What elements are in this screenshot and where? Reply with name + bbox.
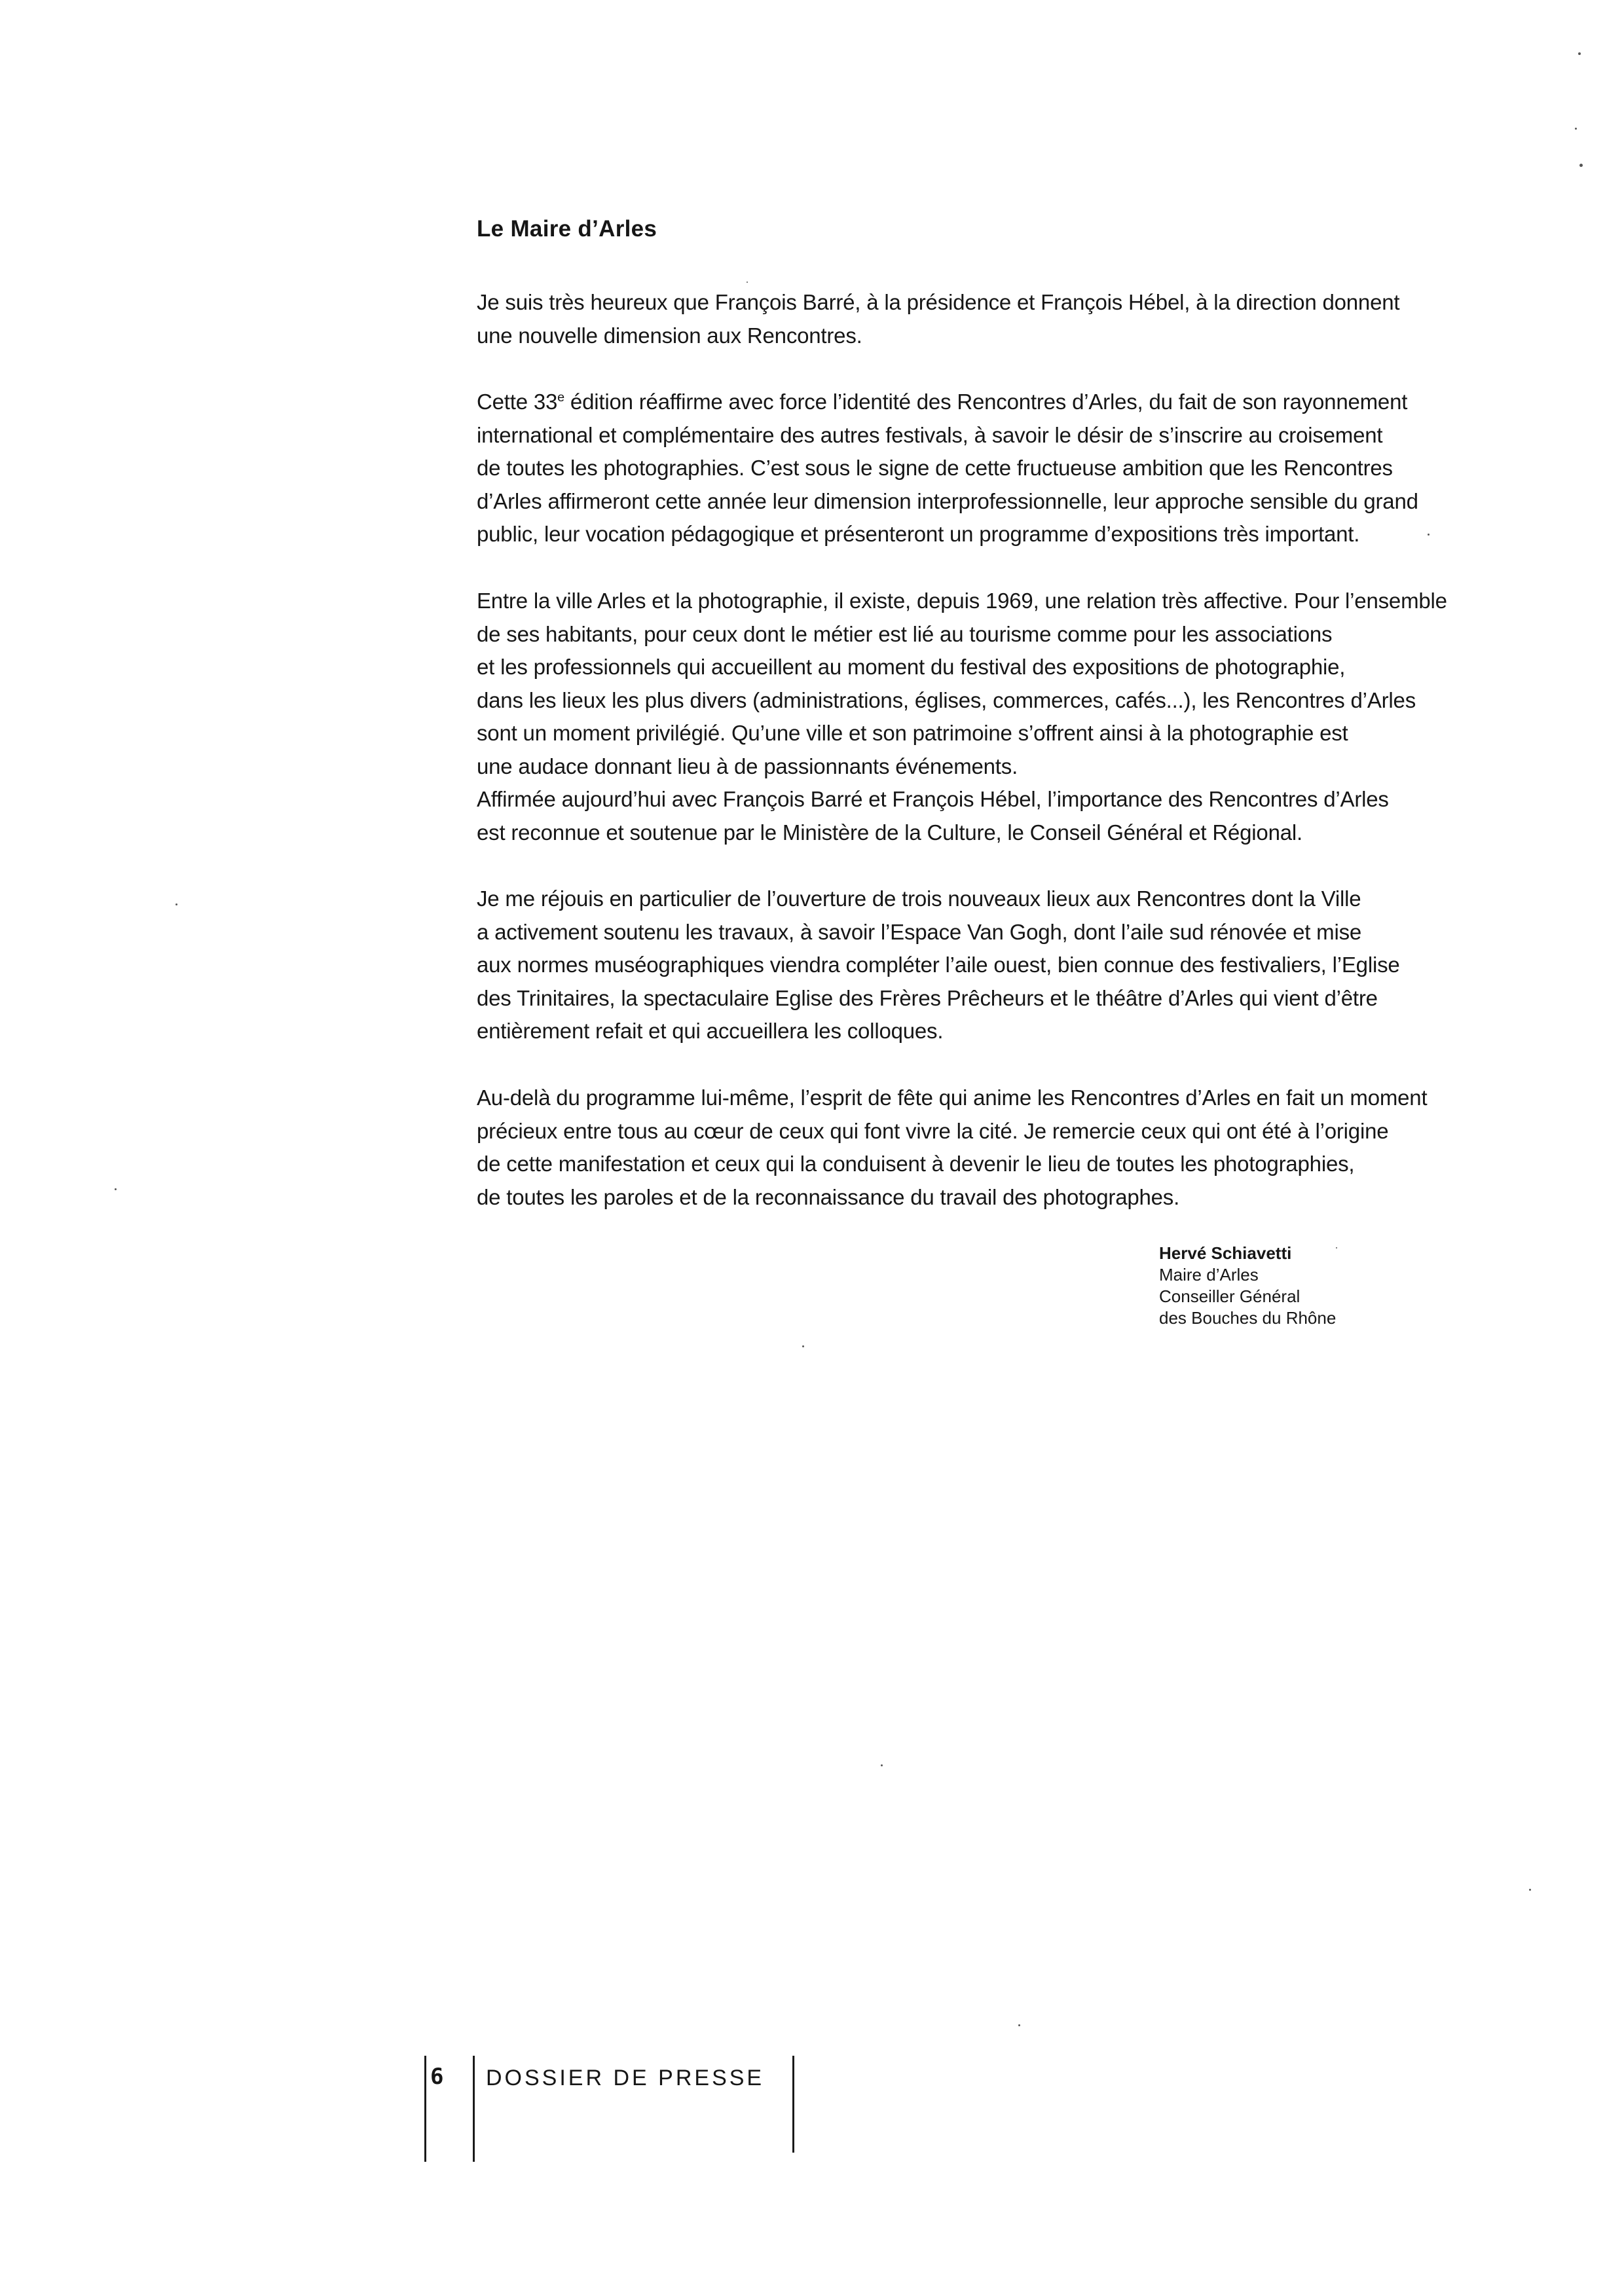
paragraph-line: de toutes les paroles et de la reconnaissance du travail des photographes. [477,1184,1180,1209]
footer-rule-left [424,2056,426,2162]
edition-text-end: édition réaffirme avec force l’identité des Rencontres d’Arles, du fait de son rayonnement [564,390,1408,414]
paragraph-line: d’Arles affirmeront cette année leur dimension interprofessionnelle, leur approche sensible du grand [477,488,1418,513]
paragraph-5 [477,1082,1498,1214]
paragraph-line: a activement soutenu les travaux, à savoir l’Espace Van Gogh, dont l’aile sud rénovée et mise [477,919,1362,944]
scan-speck [115,1188,117,1190]
paragraph-line: Entre la ville Arles et la photographie, il existe, depuis 1969, une relation très affective. Pour l’ensemble [477,589,1447,613]
scan-speck [1529,1889,1531,1891]
paragraph-line: entièrement refait et qui accueillera les colloques. [477,1019,944,1043]
signatory-title: Maire d’Arles [1159,1265,1259,1285]
scan-speck [175,903,177,905]
paragraph-line: Affirmée aujourd’hui avec François Barré et François Hébel, l’importance des Rencontres d’Arles [477,787,1389,811]
paragraph-line: de cette manifestation et ceux qui la conduisent à devenir le lieu de toutes les photographies, [477,1152,1355,1176]
paragraph-line: dans les lieux les plus divers (administrations, églises, commerces, cafés...), les Rencontres d’Arles [477,687,1416,712]
signatory-name: Hervé Schiavetti [1159,1243,1292,1263]
scan-speck [747,282,748,283]
paragraph-line: des Trinitaires, la spectaculaire Eglise des Frères Prêcheurs et le théâtre d’Arles qui vient d’être [477,985,1378,1010]
paragraph-line: Je me réjouis en particulier de l’ouverture de trois nouveaux lieux aux Rencontres dont la Ville [477,886,1361,911]
paragraph-line: Je suis très heureux que François Barré, à la présidence et François Hébel, à la direction donnent [477,290,1400,314]
paragraph-line: de toutes les photographies. C’est sous le signe de cette fructueuse ambition que les Rencontres [477,456,1393,480]
signature-block [1159,1243,1336,1329]
paragraph-3 [477,585,1498,849]
page-heading: Le Maire d’Arles [477,216,657,242]
paragraph-2 [477,386,1498,551]
scan-speck [1336,1247,1337,1248]
paragraph-line: une nouvelle dimension aux Rencontres. [477,323,862,348]
scan-speck [802,1345,804,1347]
paragraph-line: international et complémentaire des autres festivals, à savoir le désir de s’inscrire au croisement [477,422,1383,447]
page-number: 6 [430,2064,444,2090]
footer-label: DOSSIER DE PRESSE [486,2066,765,2090]
scan-speck [1579,164,1583,167]
scan-speck [1428,534,1430,536]
scan-speck [1578,52,1581,55]
scan-speck [1575,128,1577,130]
paragraph-4 [477,883,1498,1048]
paragraph-line: et les professionnels qui accueillent au moment du festival des expositions de photographie, [477,655,1346,679]
edition-superscript: e [557,390,564,405]
paragraph-1 [477,286,1498,352]
paragraph-line: sont un moment privilégié. Qu’une ville et son patrimoine s’offrent ainsi à la photographie est [477,721,1348,745]
paragraph-line: Au-delà du programme lui-même, l’esprit de fête qui anime les Rencontres d’Arles en fait un moment [477,1085,1428,1110]
footer-rule-right [792,2056,794,2153]
edition-text-start: Cette 33 [477,390,558,414]
paragraph-line: de ses habitants, pour ceux dont le métier est lié au tourisme comme pour les associations [477,621,1333,646]
footer-rule-middle [473,2056,475,2162]
signatory-title: Conseiller Général [1159,1286,1301,1306]
paragraph-line: précieux entre tous au cœur de ceux qui font vivre la cité. Je remercie ceux qui ont été à l’origine [477,1118,1389,1143]
scan-speck [881,1764,883,1766]
signatory-title: des Bouches du Rhône [1159,1308,1337,1328]
paragraph-line: est reconnue et soutenue par le Ministère de la Culture, le Conseil Général et Régional. [477,820,1302,845]
paragraph-line: public, leur vocation pédagogique et présenteront un programme d’expositions très important. [477,522,1360,546]
paragraph-line: une audace donnant lieu à de passionnants événements. [477,754,1018,778]
paragraph-line [477,386,1498,419]
paragraph-line: aux normes muséographiques viendra compléter l’aile ouest, bien connue des festivaliers, l’Eglise [477,953,1400,977]
scan-speck [1018,2024,1020,2026]
